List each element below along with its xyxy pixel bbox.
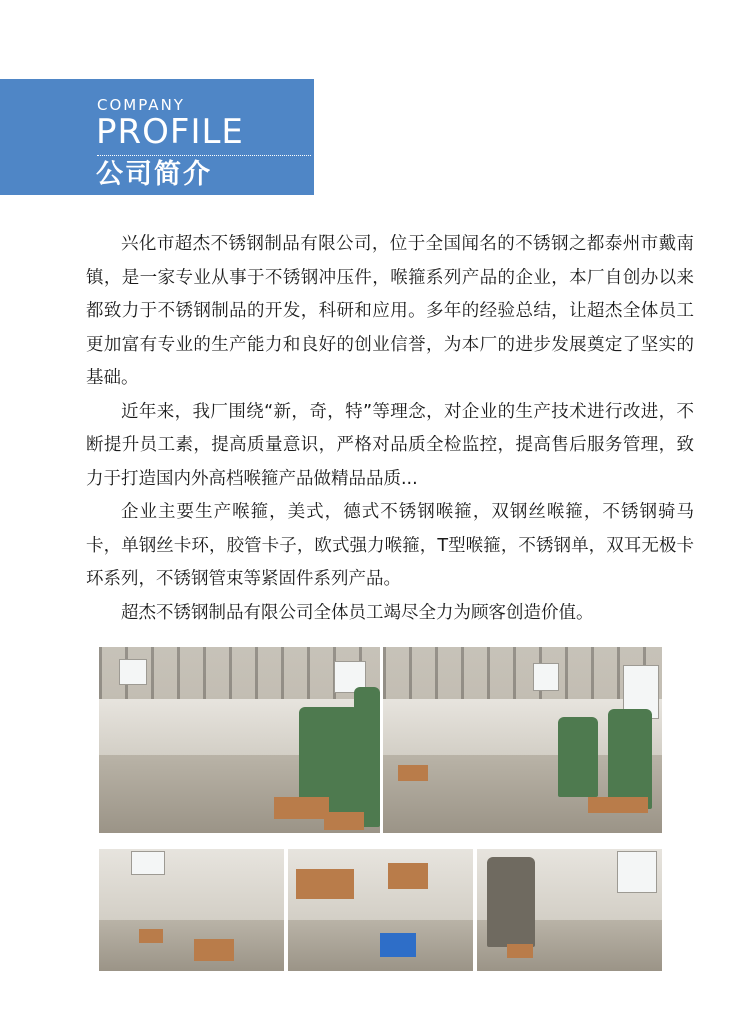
factory-photo-machinery [477,849,662,971]
header-banner [0,79,314,195]
factory-photo-workshop-2 [383,647,662,833]
factory-photo-workers-2 [288,849,473,971]
factory-photo-workers-1 [99,849,284,971]
factory-photo-workshop-1 [99,647,380,833]
paragraph-closing: 超杰不锈钢制品有限公司全体员工竭尽全力为顾客创造价值。 [121,602,594,623]
page-title: 公司简介 [96,159,212,190]
profile-text [86,228,694,630]
profile-title: PROFILE [96,112,244,152]
paragraph-philosophy: 近年来，我厂围绕“新，奇，特”等理念，对企业的生产技术进行改进，不断提升员工素，提高质量意识，严格对品质全检监控，提高售后服务管理，致力于打造国内外高档喉箍产品做精品品质... [86,401,694,489]
company-label: COMPANY [97,96,185,114]
title-divider [97,155,311,156]
paragraph-intro: 兴化市超杰不锈钢制品有限公司，位于全国闻名的不锈钢之都泰州市戴南镇，是一家专业从事于不锈钢冲压件，喉箍系列产品的企业，本厂自创办以来都致力于不锈钢制品的开发，科研和应用。多年的经验总结，让超杰全体员工更加富有专业的生产能力和良好的创业信誉，为本厂的进步发展奠定了坚实的基础。 [86,234,694,388]
paragraph-products: 企业主要生产喉箍，美式，德式不锈钢喉箍，双钢丝喉箍，不锈钢骑马卡，单钢丝卡环，胶管卡子，欧式强力喉箍，T型喉箍，不锈钢单，双耳无极卡环系列，不锈钢管束等紧固件系列产品。 [86,502,694,589]
